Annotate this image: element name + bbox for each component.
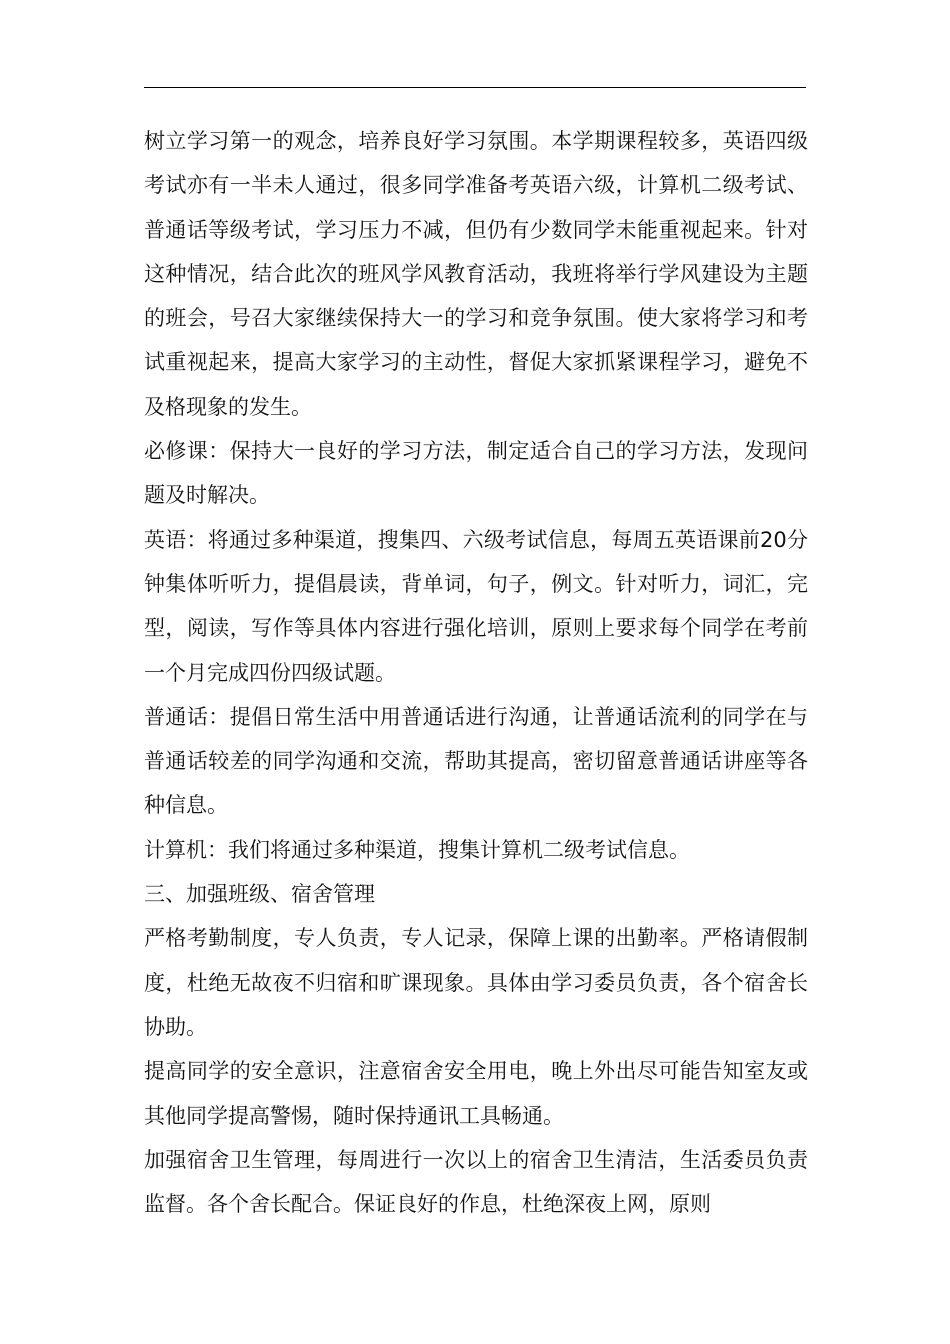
paragraph-study-atmosphere: 树立学习第一的观念，培养良好学习氛围。本学期课程较多，英语四级考试亦有一半未人通过，很多同学准备考英语六级，计算机二级考试、普通话等级考试，学习压力不减，但仍有少数同学未能重视起来。针对这种情况，结合此次的班风学风教育活动，我班将举行学风建设为主题的班会，号召大家继续保持大一的学习和竞争氛围。使大家将学习和考试重视起来，提高大家学习的主动性，督促大家抓紧课程学习，避免不及格现象的发生。 <box>144 129 808 419</box>
paragraph-english: 英语：将通过多种渠道，搜集四、六级考试信息，每周五英语课前20分钟集体听听力，提倡晨读，背单词，句子，例文。针对听力，词汇，完型，阅读，写作等具体内容进行强化培训，原则上要求每个同学在考前一个月完成四份四级试题。 <box>144 527 808 685</box>
paragraph-dorm-hygiene: 加强宿舍卫生管理，每周进行一次以上的宿舍卫生清洁，生活委员负责监督。各个舍长配合。保证良好的作息，杜绝深夜上网，原则 <box>144 1147 808 1217</box>
document-body <box>144 119 808 1226</box>
paragraph-mandarin: 普通话：提倡日常生活中用普通话进行沟通，让普通话流利的同学在与普通话较差的同学沟通和交流，帮助其提高，密切留意普通话讲座等各种信息。 <box>144 704 808 818</box>
paragraph-safety: 提高同学的安全意识，注意宿舍安全用电，晚上外出尽可能告知室友或其他同学提高警惕，随时保持通讯工具畅通。 <box>144 1059 808 1128</box>
paragraph-attendance: 严格考勤制度，专人负责，专人记录，保障上课的出勤率。严格请假制度，杜绝无故夜不归宿和旷课现象。具体由学习委员负责，各个宿舍长协助。 <box>144 926 808 1039</box>
header-rule <box>144 87 806 88</box>
paragraph-required-courses: 必修课：保持大一良好的学习方法，制定适合自己的学习方法，发现问题及时解决。 <box>144 439 808 508</box>
paragraph-computer: 计算机：我们将通过多种渠道，搜集计算机二级考试信息。 <box>144 837 690 862</box>
section-heading-class-dorm-management: 三、加强班级、宿舍管理 <box>144 882 375 907</box>
